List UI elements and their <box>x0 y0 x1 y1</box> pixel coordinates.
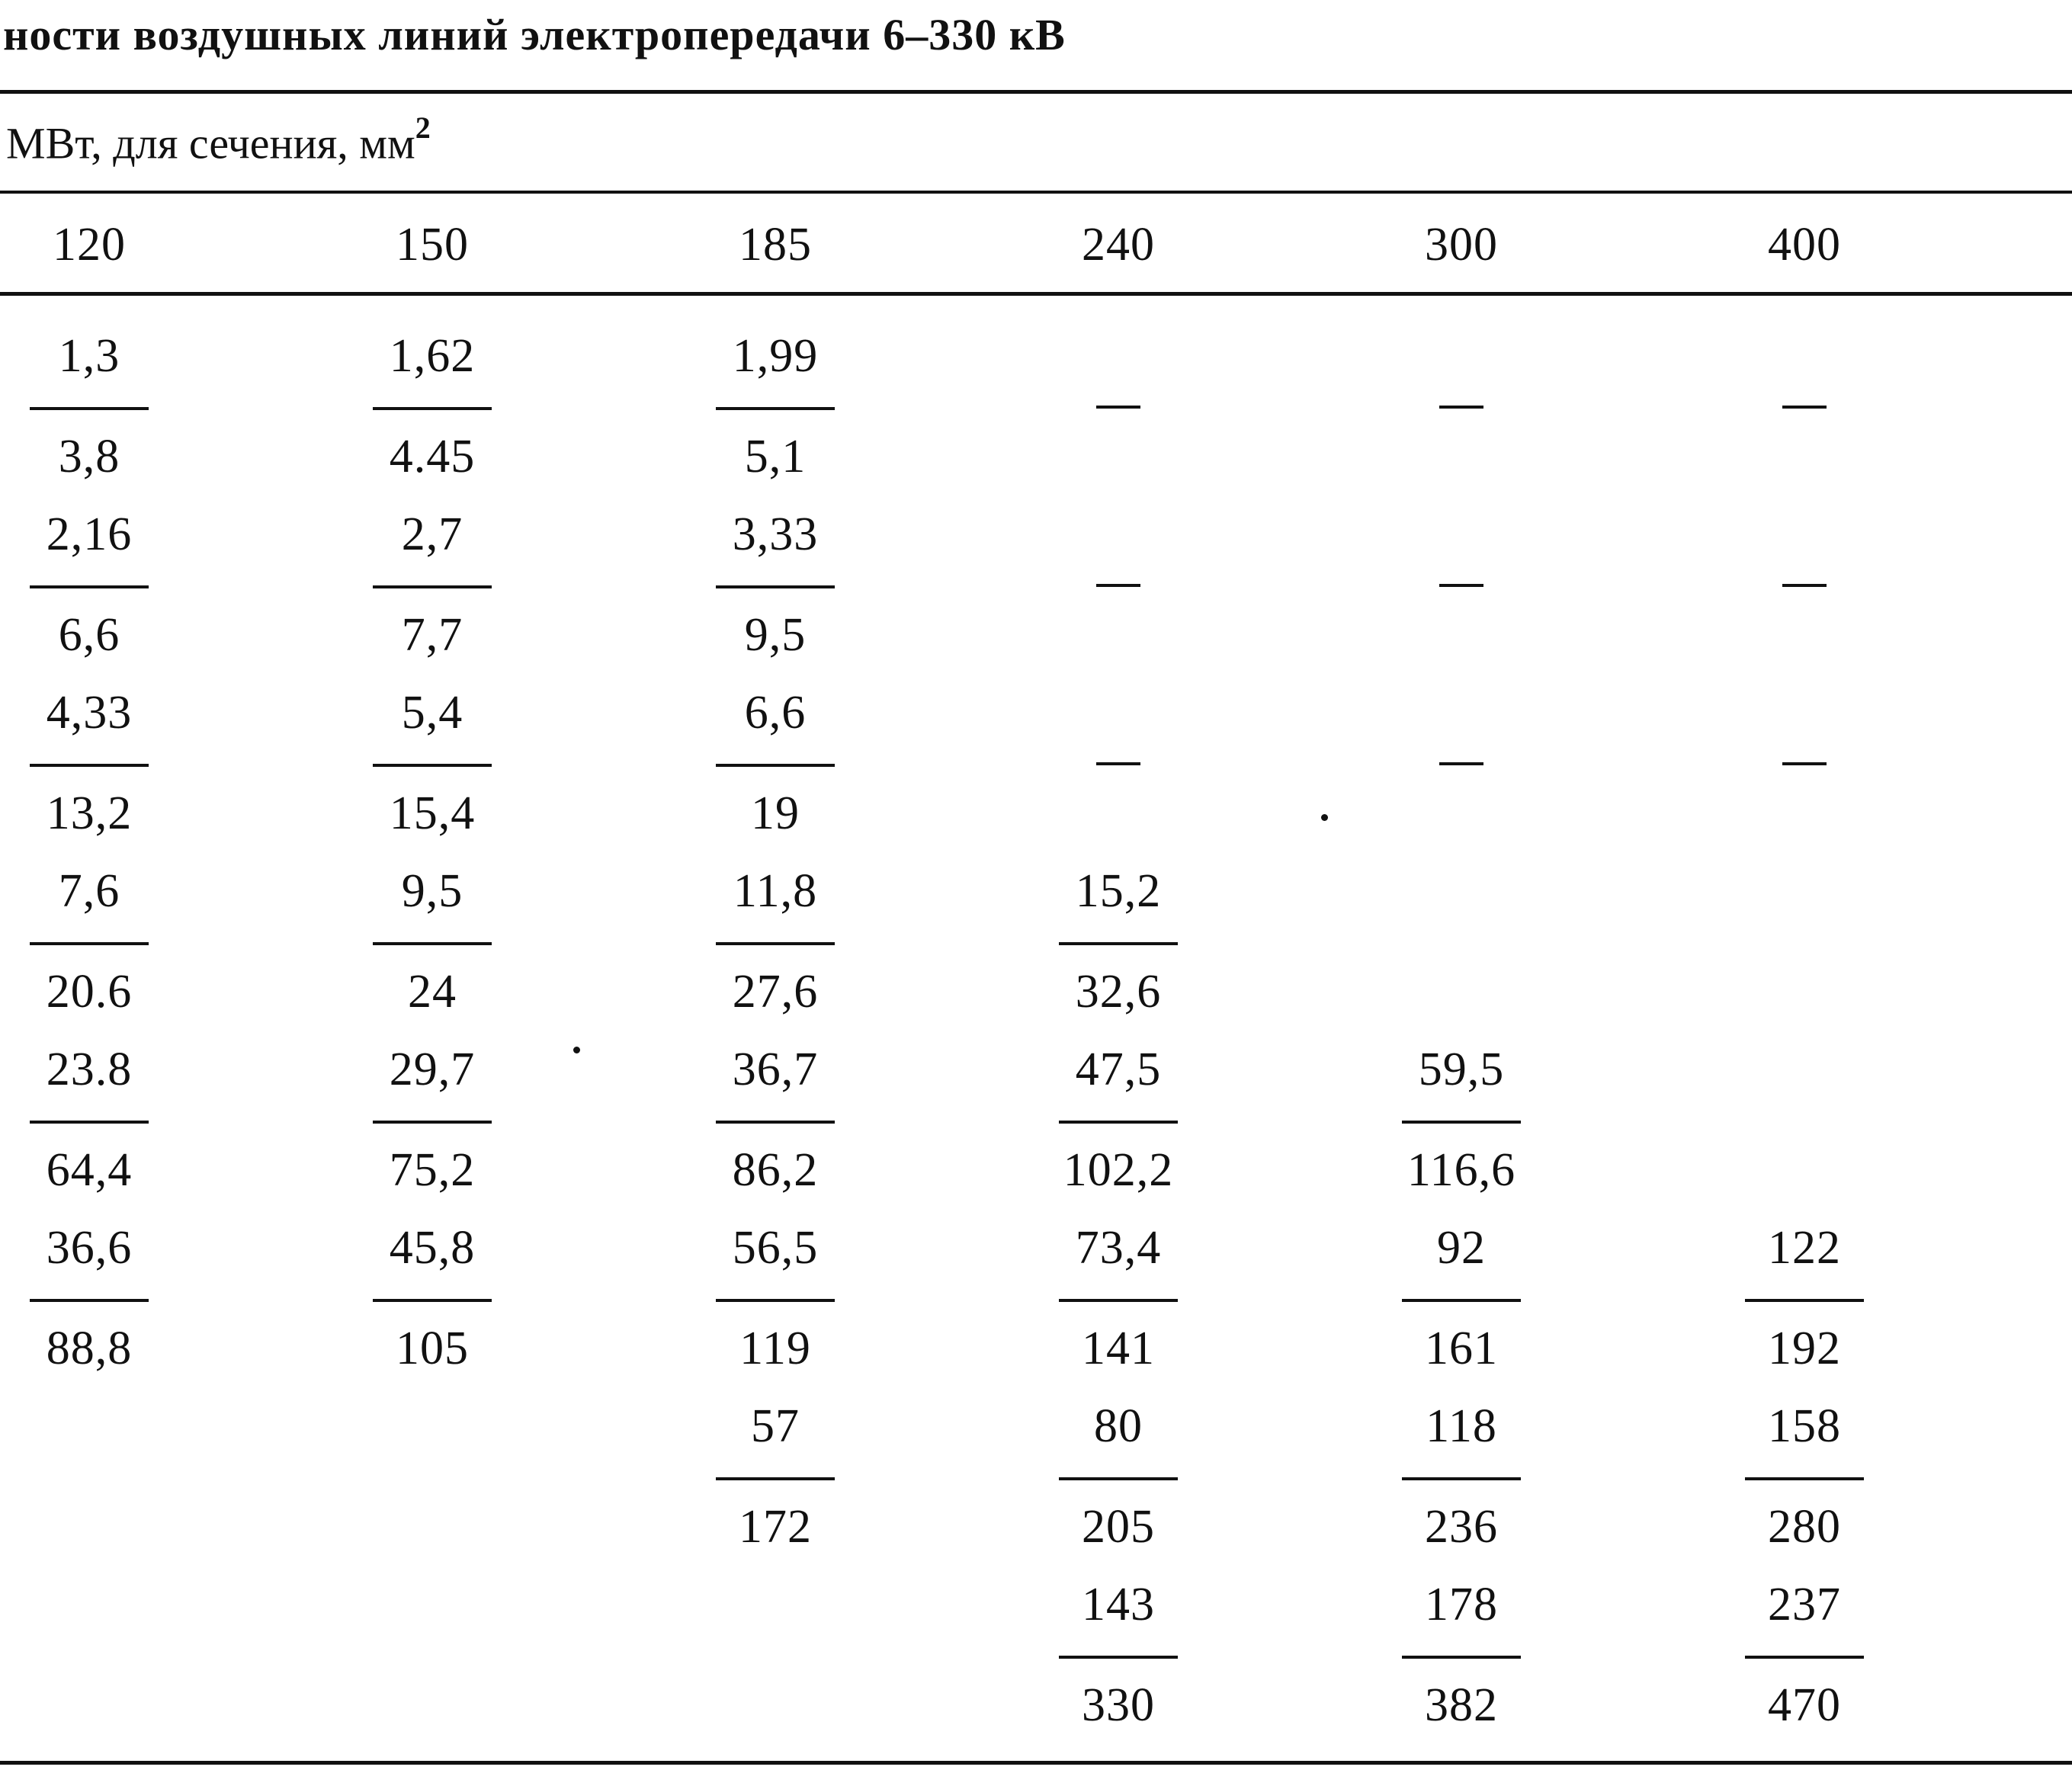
fraction-bar <box>30 1299 149 1302</box>
fraction-numerator: 1,62 <box>389 330 476 382</box>
fraction-numerator: 122 <box>1768 1222 1841 1274</box>
empty-dash <box>1782 762 1827 765</box>
header-rule <box>0 191 2072 194</box>
fraction-bar <box>373 585 492 588</box>
empty-dash <box>1782 584 1827 587</box>
fraction-numerator: 118 <box>1426 1400 1497 1452</box>
fraction-denominator: 382 <box>1425 1679 1498 1731</box>
unit-label: МВт, для сечения, мм <box>6 118 415 168</box>
fraction-denominator: 9,5 <box>744 609 807 661</box>
fraction-bar <box>716 585 835 588</box>
fraction-numerator: 143 <box>1082 1579 1155 1630</box>
fraction-numerator: 7,6 <box>58 865 120 917</box>
fraction-numerator: 11,8 <box>733 865 818 917</box>
fraction-bar <box>373 1121 492 1124</box>
fraction-denominator: 75,2 <box>389 1144 476 1196</box>
fraction-bar <box>373 942 492 945</box>
column-header-120: 120 <box>53 219 126 271</box>
fraction-denominator: 3,8 <box>58 431 120 483</box>
empty-dash <box>1096 584 1140 587</box>
column-header-240: 240 <box>1082 219 1155 271</box>
fraction-bar <box>716 1299 835 1302</box>
fraction-bar <box>1059 1121 1178 1124</box>
fraction-numerator: 1,99 <box>732 330 819 382</box>
fraction-bar <box>1402 1121 1521 1124</box>
fraction-numerator: 56,5 <box>732 1222 819 1274</box>
fraction-bar <box>373 407 492 410</box>
fraction-denominator: 172 <box>739 1501 812 1553</box>
fraction-bar <box>373 764 492 767</box>
column-header-150: 150 <box>396 219 469 271</box>
fraction-numerator: 6,6 <box>744 687 807 739</box>
fraction-numerator: 178 <box>1425 1579 1498 1630</box>
fraction-numerator: 4,33 <box>46 687 133 739</box>
fraction-bar <box>1745 1656 1864 1659</box>
empty-dash <box>1439 406 1483 409</box>
fraction-numerator: 3,33 <box>732 508 819 560</box>
empty-dash <box>1096 762 1140 765</box>
fraction-bar <box>30 407 149 410</box>
fraction-numerator: 92 <box>1437 1222 1486 1274</box>
fraction-denominator: 470 <box>1768 1679 1841 1731</box>
fraction-bar <box>1059 1477 1178 1480</box>
fraction-numerator: 47,5 <box>1075 1044 1162 1095</box>
column-header-300: 300 <box>1425 219 1498 271</box>
speck-mark <box>573 1047 580 1053</box>
fraction-denominator: 105 <box>396 1323 469 1374</box>
column-header-185: 185 <box>739 219 812 271</box>
fraction-bar <box>30 1121 149 1124</box>
fraction-denominator: 7,7 <box>401 609 463 661</box>
fraction-bar <box>1745 1299 1864 1302</box>
fraction-denominator: 20.6 <box>46 966 133 1018</box>
fraction-denominator: 161 <box>1425 1323 1498 1374</box>
empty-dash <box>1439 762 1483 765</box>
fraction-numerator: 23.8 <box>46 1044 133 1095</box>
fraction-denominator: 32,6 <box>1075 966 1162 1018</box>
column-header-rule <box>0 292 2072 296</box>
unit-header <box>6 111 431 168</box>
fraction-denominator: 236 <box>1425 1501 1498 1553</box>
fraction-denominator: 205 <box>1082 1501 1155 1553</box>
fraction-denominator: 27,6 <box>732 966 819 1018</box>
unit-superscript: 2 <box>415 111 431 145</box>
fraction-numerator: 45,8 <box>389 1222 476 1274</box>
fraction-bar <box>1402 1299 1521 1302</box>
fraction-denominator: 86,2 <box>732 1144 819 1196</box>
fraction-denominator: 119 <box>739 1323 811 1374</box>
fraction-numerator: 36,7 <box>732 1044 819 1095</box>
fraction-denominator: 5,1 <box>744 431 807 483</box>
speck-mark <box>1321 814 1328 821</box>
fraction-numerator: 237 <box>1768 1579 1841 1630</box>
fraction-denominator: 4.45 <box>389 431 476 483</box>
empty-dash <box>1096 406 1140 409</box>
fraction-bar <box>30 764 149 767</box>
fraction-numerator: 15,2 <box>1075 865 1162 917</box>
fraction-bar <box>373 1299 492 1302</box>
fraction-bar <box>1059 942 1178 945</box>
fraction-bar <box>1059 1299 1178 1302</box>
fraction-bar <box>716 1121 835 1124</box>
empty-dash <box>1439 584 1483 587</box>
fraction-bar <box>1745 1477 1864 1480</box>
fraction-denominator: 15,4 <box>389 787 476 839</box>
fraction-denominator: 116,6 <box>1406 1144 1516 1196</box>
column-header-400: 400 <box>1768 219 1841 271</box>
table-title: ности воздушных линий электропередачи 6–330 кВ <box>3 10 1066 59</box>
fraction-denominator: 24 <box>408 966 457 1018</box>
fraction-denominator: 102,2 <box>1063 1144 1174 1196</box>
fraction-bar <box>716 1477 835 1480</box>
fraction-denominator: 13,2 <box>46 787 133 839</box>
fraction-numerator: 80 <box>1094 1400 1143 1452</box>
fraction-denominator: 88,8 <box>46 1323 133 1374</box>
fraction-numerator: 2,16 <box>46 508 133 560</box>
fraction-numerator: 9,5 <box>401 865 463 917</box>
fraction-numerator: 36,6 <box>46 1222 133 1274</box>
fraction-denominator: 192 <box>1768 1323 1841 1374</box>
fraction-bar <box>716 942 835 945</box>
fraction-numerator: 73,4 <box>1075 1222 1162 1274</box>
fraction-bar <box>1402 1656 1521 1659</box>
fraction-bar <box>30 585 149 588</box>
fraction-numerator: 59,5 <box>1418 1044 1505 1095</box>
fraction-denominator: 141 <box>1082 1323 1155 1374</box>
fraction-bar <box>1059 1656 1178 1659</box>
fraction-denominator: 280 <box>1768 1501 1841 1553</box>
fraction-denominator: 330 <box>1082 1679 1155 1731</box>
fraction-denominator: 64,4 <box>46 1144 133 1196</box>
bottom-rule <box>0 1761 2072 1765</box>
fraction-numerator: 57 <box>751 1400 800 1452</box>
fraction-bar <box>716 764 835 767</box>
empty-dash <box>1782 406 1827 409</box>
fraction-denominator: 6,6 <box>58 609 120 661</box>
fraction-numerator: 1,3 <box>58 330 120 382</box>
fraction-numerator: 29,7 <box>389 1044 476 1095</box>
fraction-numerator: 2,7 <box>401 508 463 560</box>
top-rule <box>0 90 2072 94</box>
fraction-numerator: 158 <box>1768 1400 1841 1452</box>
fraction-bar <box>30 942 149 945</box>
fraction-numerator: 5,4 <box>401 687 463 739</box>
fraction-bar <box>716 407 835 410</box>
fraction-denominator: 19 <box>751 787 800 839</box>
fraction-bar <box>1402 1477 1521 1480</box>
